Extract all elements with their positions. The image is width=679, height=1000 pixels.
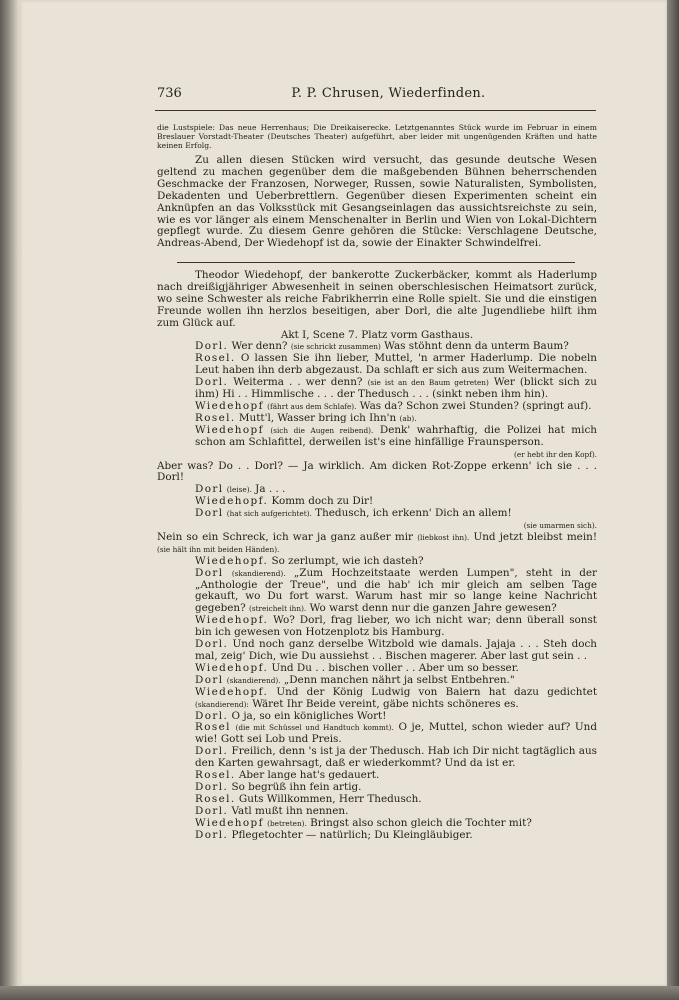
spoken-text: Wo warst denn nur die ganzen Jahre gewesen? (309, 602, 557, 615)
stage-direction: (skandierend). (231, 568, 286, 578)
spoken-text: So begrüß ihn fein artig. (231, 780, 362, 793)
speaker-name: Dorl. (195, 709, 229, 722)
spoken-text: Ja . . . (255, 483, 286, 496)
stage-direction: (hat sich aufgerichtet). (226, 509, 312, 519)
speaker-name: Dorl. (195, 804, 229, 817)
speaker-name: Dorl (195, 483, 224, 496)
spoken-text: Wer (blickt sich zu ihm) Hi . . Himmlische . . . der Thedusch . . . (sinkt neben ihm hin). (195, 376, 597, 401)
stage-direction: (fährt aus dem Schlafe). (267, 401, 357, 411)
page-edge (667, 0, 679, 1000)
spoken-text: Und der König Ludwig von Baiern hat dazu gedichtet (276, 685, 597, 698)
dialogue-line (157, 615, 597, 639)
stage-direction: (sich die Augen reibend). (270, 425, 374, 435)
section-rule (177, 262, 575, 263)
spoken-text: O ja, so ein königliches Wort! (231, 709, 387, 722)
speaker-name: Rosel. (195, 792, 236, 805)
spoken-text: Mutt'l, Wasser bring ich Ihn'n (238, 411, 397, 424)
stage-direction: (skandierend): (195, 699, 249, 709)
stage-direction: (sie ist an den Baum getreten) (367, 378, 489, 388)
footnote-text: die Lustspiele: Das neue Herrenhaus; Die Dreikaiserecke. Letztgenanntes Stück wurde im Februar in einem Breslauer Vorstadt-Theater (Deutsches Theater) aufgeführt, aber leider mit ungenügenden Kräften und hatte keinen Erfolg. (157, 123, 597, 150)
dialogue-line (157, 830, 597, 842)
speaker-name: Wiedehopf (195, 816, 264, 829)
stage-direction: (ab). (399, 413, 417, 423)
speaker-name: Wiedehopf (195, 399, 264, 412)
page-header (157, 86, 595, 106)
spoken-text: Nein so ein Schreck, ich war ja ganz außer mir (157, 530, 414, 543)
stage-direction: (sie schrickt zusammen) (290, 342, 381, 352)
spoken-text: O lassen Sie ihn lieber, Muttel, 'n armer Haderlump. Die nobeln Leut haben ihn derb abgezaust. Da schlaft er sich aus zum Weitermachen. (195, 352, 597, 377)
speaker-name: Wiedehopf (195, 423, 264, 436)
speaker-name: Wiedehopf. (195, 554, 269, 567)
spoken-text: Und noch ganz derselbe Witzbold wie damals. Jajaja . . . Steh doch mal, zeig' Dich, wie Du aussiehst . . Bischen magerer. Aber last gut sein . . (195, 638, 597, 662)
stage-direction: (betreten). (267, 818, 307, 828)
bottom-edge (0, 986, 679, 1000)
spoken-text: „Zum Hochzeitstaate werden Lumpen", steht in der „Anthologie der Treue", und die hab' ich mir gleich am selben Tage gekauft, wo Du fort warst. Warum hast mir so lange keine Nachricht gegeben? (195, 566, 597, 615)
spoken-text: Thedusch, ich erkenn' Dich an allem! (315, 507, 512, 520)
synopsis: Theodor Wiedehopf, der bankerotte Zuckerbäcker, kommt als Haderlump nach dreißigjähriger Abwesenheit in seinen oberschlesischen Heimatsort zurück, wo seine Schwester als reiche Fabrikherrin eine Rolle spielt. Sie und die einstigen Freunde wollen ihn herzlos beseitigen, aber Dorl, die alte Jugendliebe hilft ihm zum Glück auf. (157, 269, 597, 329)
dialogue (157, 341, 597, 841)
stage-direction: (streichelt ihn). (248, 604, 307, 614)
dialogue-line (157, 746, 597, 770)
spoken-text: Komm doch zu Dir! (271, 495, 374, 508)
spoken-text: Und Du . . bischen voller . . Aber um so besser. (271, 661, 519, 674)
play-excerpt (157, 270, 597, 842)
spoken-text: O je, Muttel, schon wieder auf? Und wie! Gott sei Lob und Preis. (195, 721, 597, 746)
scene-heading: Akt I, Scene 7. Platz vorm Gasthaus. (280, 328, 474, 341)
intro-paragraph: Zu allen diesen Stücken wird versucht, das gesunde deutsche Wesen geltend zu machen gegenüber dem die maßgebenden Bühnen beherrschenden Geschmacke der Franzosen, Norweger, Russen, sowie Naturalisten, Symbolisten, Dekadenten und Ueberbrettlern. Gegenüber diesen Experimenten scheint ein Anknüpfen an das Volksstück mit Gesangseinlagen das aussichtsreichste zu sein, wie es vor länger als einem Menschenalter in Berlin und Wien von Lokal-Dichtern gepflegt wurde. Zu diesem Genre gehören die Stücke: Verschlagene Deutsche, Andreas-Abend, Der Wiedehopf ist da, sowie der Einakter Schwindelfrei. (157, 154, 597, 250)
dialogue-line (157, 639, 597, 663)
footnote-block (157, 124, 597, 151)
stage-direction: (leise). (226, 485, 252, 495)
dialogue-line (157, 377, 597, 401)
dialogue-line (157, 461, 597, 485)
speaker-name: Dorl. (195, 745, 229, 758)
dialogue-line (157, 532, 597, 556)
speaker-name: Dorl. (195, 638, 229, 651)
spoken-text: Wo? Dorl, frag lieber, wo ich nicht war; denn überall sonst bin ich gewesen von Hotzenplotz bis Hamburg. (195, 614, 597, 639)
speaker-name: Rosel. (195, 352, 236, 365)
stage-direction: (er hebt ihr den Kopf). (514, 449, 597, 459)
spoken-text: Was da? Schon zwei Stunden? (springt auf). (359, 399, 592, 412)
speaker-name: Dorl (195, 507, 224, 520)
speaker-name: Dorl. (195, 780, 229, 793)
dialogue-line (157, 722, 597, 746)
stage-direction: (die mit Schüssel und Handtuch kommt). (235, 723, 394, 733)
dialogue-line (157, 353, 597, 377)
spoken-text: Bringst also schon gleich die Tochter mit? (310, 816, 532, 829)
spoken-text: Freilich, denn 's ist ja der Thedusch. Hab ich Dir nicht tagtäglich aus den Karten gewahrsagt, daß er wiederkommt? Und da ist er. (195, 745, 597, 770)
speaker-name: Rosel. (195, 411, 236, 424)
stage-direction: (skandierend). (226, 675, 281, 685)
speaker-name: Dorl. (195, 376, 229, 389)
speaker-name: Dorl (195, 673, 224, 686)
dialogue-line (157, 687, 597, 711)
intro-block (157, 155, 597, 250)
speaker-name: Dorl (195, 566, 224, 579)
running-title: P. P. Chrusen, Wiederfinden. (291, 86, 486, 101)
stage-direction: (sie hält ihn mit beiden Händen). (157, 544, 280, 554)
speaker-name: Rosel. (195, 769, 236, 782)
dialogue-line (157, 425, 597, 449)
spoken-text: Aber was? Do . . Dorl? — Ja wirklich. Am dicken Rot-Zoppe erkenn' ich sie . . . Dorl! (157, 459, 597, 484)
dialogue-line (157, 568, 597, 616)
speaker-name: Rosel (195, 721, 231, 734)
spoken-text: Und jetzt bleibst mein! (473, 530, 598, 543)
speaker-name: Wiedehopf. (195, 495, 269, 508)
spoken-text: Wer denn? (231, 340, 288, 353)
spoken-text: Vatl mußt ihn nennen. (231, 804, 349, 817)
spoken-text: So zerlumpt, wie ich dasteh? (271, 554, 424, 567)
spoken-text: Was stöhnt denn da unterm Baum? (384, 340, 569, 353)
speaker-name: Wiedehopf. (195, 685, 269, 698)
spoken-text: Weiterma . . wer denn? (233, 376, 363, 389)
spoken-text: „Denn manchen nährt ja selbst Entbehren." (283, 673, 515, 686)
spoken-text: Denk' wahrhaftig, die Polizei hat mich schon am Schlafittel, derweilen ist's eine hinfällige Fraunsperson. (195, 423, 597, 448)
speaker-name: Wiedehopf. (195, 661, 269, 674)
dialogue-line (157, 508, 597, 520)
speaker-name: Dorl. (195, 828, 229, 841)
page-number: 736 (157, 86, 182, 101)
stage-direction: (sie umarmen sich). (523, 521, 597, 531)
speaker-name: Wiedehopf. (195, 614, 269, 627)
speaker-name: Dorl. (195, 340, 229, 353)
spoken-text: Guts Willkommen, Herr Thedusch. (238, 792, 422, 805)
spoken-text: Wäret Ihr Beide vereint, gäbe nichts schöneres es. (252, 697, 519, 710)
spoken-text: Aber lange hat's gedauert. (238, 769, 380, 782)
spoken-text: Pflegetochter — natürlich; Du Kleingläubiger. (231, 828, 473, 841)
stage-direction: (liebkost ihn). (417, 532, 470, 542)
header-rule (155, 110, 596, 111)
